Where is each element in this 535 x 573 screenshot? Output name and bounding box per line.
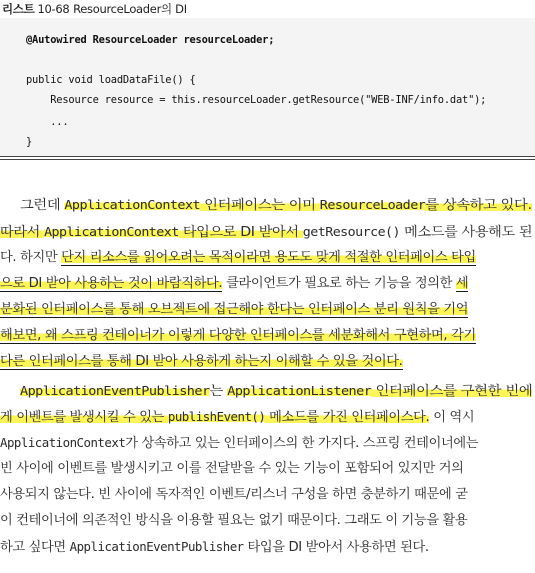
text-run: ApplicationContext xyxy=(64,197,201,212)
text-run: 는 xyxy=(209,384,228,399)
text-run: 사용되지 않는다. 빈 사이에 독자적인 이벤트/리스너 구성을 하면 충분하기 때문에 굳 xyxy=(0,487,468,502)
listing-title xyxy=(2,1,187,17)
p1-line-3 xyxy=(0,246,476,269)
text-run: 메소드를 사용해도 된 xyxy=(400,225,533,240)
p1-line-1 xyxy=(20,193,532,216)
text-run: ApplicationContext xyxy=(0,435,126,450)
text-run: 가 상속하고 있는 인터페이스의 한 가지다. 스프링 컨테이너에는 xyxy=(125,436,479,451)
code-block xyxy=(0,18,535,156)
text-run: 타입으로 DI 받아서 xyxy=(178,225,303,240)
p1-line-5 xyxy=(0,298,468,321)
text-run: 빈 사이에 이벤트를 발생시키고 이를 전달받을 수 있는 기능이 포함되어 있지만 거의 xyxy=(0,461,464,476)
p2-line-3 xyxy=(0,431,478,454)
text-run: 으로 DI 받아 사용하는 것이 바람직하다. xyxy=(0,276,223,291)
p1-line-2 xyxy=(0,220,532,243)
text-run: 단지 리소스를 읽어오려는 목적이라면 용도도 맞게 적절한 인터페이스 타입 xyxy=(61,250,476,265)
text-run: 클라이언트가 필요로 하는 기능을 정의한 xyxy=(222,276,456,291)
p1-line-4 xyxy=(0,272,468,295)
text-run: 세 xyxy=(455,276,469,291)
listing-header xyxy=(0,0,535,19)
p1-line-6 xyxy=(0,324,476,347)
p2-line-5 xyxy=(0,483,468,506)
text-run: ApplicationListener xyxy=(227,383,372,398)
p2-line-2 xyxy=(0,405,474,428)
text-run: 하고 싶다면 xyxy=(0,540,70,555)
text-run: 타입을 DI 받아서 사용하면 된다. xyxy=(243,540,429,555)
code-line-4: ... xyxy=(26,116,69,128)
code-rule-double xyxy=(0,159,535,160)
p2-line-6 xyxy=(0,509,467,532)
code-line-5: } xyxy=(26,136,33,148)
text-run: 그런데 xyxy=(20,198,65,213)
text-run: 이 컨테이너에 의존적인 방식을 이용할 필요는 없기 때문이다. 그래도 이 기능을 활용 xyxy=(0,513,468,528)
p2-line-7 xyxy=(0,535,429,558)
p1-line-7 xyxy=(0,350,403,373)
text-run: publishEvent() xyxy=(167,409,266,424)
text-run: 분화된 인터페이스를 통해 오브젝트에 접근해야 한다는 인터페이스 분리 원칙을 기억 xyxy=(0,302,469,317)
text-run: 메소드를 가진 인터페이스다. xyxy=(265,410,430,425)
text-run: 다. 하지만 xyxy=(0,250,62,265)
text-run: 다른 인터페이스를 통해 DI 받아 사용하게 하는지 이해할 수 있을 것이다. xyxy=(0,354,403,369)
listing-caption: ResourceLoader의 DI xyxy=(73,2,187,16)
text-run: 해보면, 왜 스프링 컨테이너가 이렇게 다양한 인터페이스를 세분화해서 구현하며, 각기 xyxy=(0,328,476,343)
text-run: 게 이벤트를 발생시킬 수 있는 xyxy=(0,410,168,425)
text-run: ResourceLoader xyxy=(319,197,426,212)
code-line-1: @Autowired ResourceLoader resourceLoader; xyxy=(26,34,275,46)
listing-number: 10-68 xyxy=(37,2,70,16)
text-run: getResource() xyxy=(302,224,401,239)
text-run: 이 역시 xyxy=(429,410,475,425)
text-run: 따라서 xyxy=(0,225,45,240)
p2-line-1 xyxy=(20,379,532,402)
p2-line-4 xyxy=(0,457,464,480)
text-run: 인터페이스를 구현한 빈에 xyxy=(371,384,533,399)
code-line-3: Resource resource = this.resourceLoader.getResource("WEB-INF/info.dat"); xyxy=(26,94,487,106)
code-line-2: public void loadDataFile() { xyxy=(26,74,196,86)
text-run: ApplicationContext xyxy=(44,224,179,239)
text-run: ApplicationEventPublisher xyxy=(20,383,210,398)
listing-label: 리스트 xyxy=(2,2,35,16)
text-run: 를 상속하고 있다. xyxy=(425,198,532,213)
text-run: 인터페이스는 이미 xyxy=(200,198,320,213)
text-run: ApplicationEventPublisher xyxy=(69,539,244,554)
code-rule xyxy=(0,156,535,157)
